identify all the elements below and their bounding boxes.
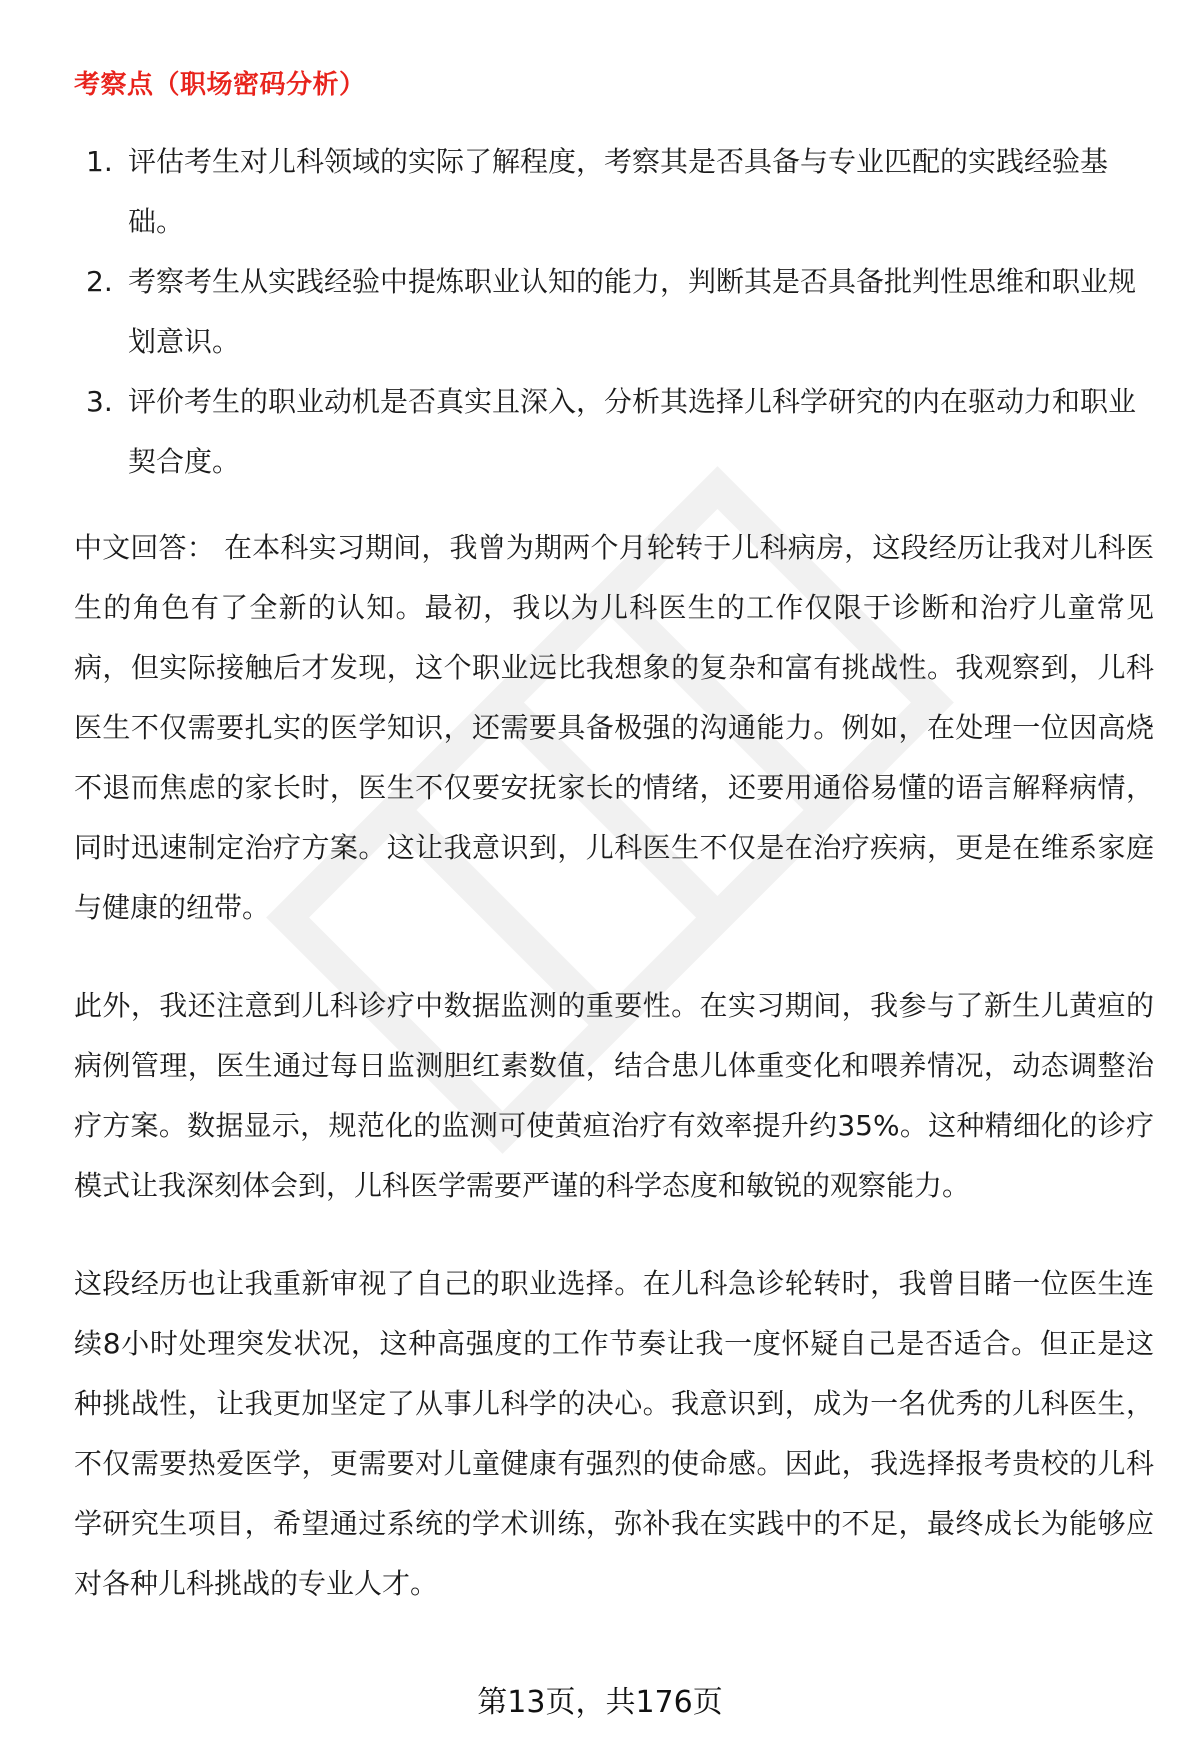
list-item-text: 考察考生从实践经验中提炼职业认知的能力，判断其是否具备批判性思维和职业规划意识。 [128,265,1137,358]
list-item [74,372,1149,492]
answer-paragraph: 中文回答： 在本科实习期间，我曾为期两个月轮转于儿科病房，这段经历让我对儿科医生的角色有了全新的认知。最初，我以为儿科医生的工作仅限于诊断和治疗儿童常见病，但实际接触后才发现，这个职业远比我想象的复杂和富有挑战性。我观察到，儿科医生不仅需要扎实的医学知识，还需要具备极强的沟通能力。例如，在处理一位因高烧不退而焦虑的家长时，医生不仅要安抚家长的情绪，还要用通俗易懂的语言解释病情，同时迅速制定治疗方案。这让我意识到，儿科医生不仅是在治疗疾病，更是在维系家庭与健康的纽带。 [74,531,1154,924]
list-item-number: 2. [86,265,113,298]
list-item-text: 评价考生的职业动机是否真实且深入，分析其选择儿科学研究的内在驱动力和职业契合度。 [128,385,1137,478]
list-item-number: 3. [86,385,113,418]
list-item [74,252,1149,372]
list-item-text: 评估考生对儿科领域的实际了解程度，考察其是否具备与专业匹配的实践经验基础。 [128,145,1109,238]
answer-body [74,518,1154,1652]
answer-paragraph: 此外，我还注意到儿科诊疗中数据监测的重要性。在实习期间，我参与了新生儿黄疸的病例管理，医生通过每日监测胆红素数值，结合患儿体重变化和喂养情况，动态调整治疗方案。数据显示，规范化的监测可使黄疸治疗有效率提升约35%。这种精细化的诊疗模式让我深刻体会到，儿科医学需要严谨的科学态度和敏锐的观察能力。 [74,989,1154,1202]
list-item-number: 1. [86,145,113,178]
list-item [74,132,1149,252]
assessment-points-list [74,132,1149,492]
page-number: 第13页，共176页 [477,1685,723,1720]
answer-paragraph: 这段经历也让我重新审视了自己的职业选择。在儿科急诊轮转时，我曾目睹一位医生连续8小时处理突发状况，这种高强度的工作节奏让我一度怀疑自己是否适合。但正是这种挑战性，让我更加坚定了从事儿科学的决心。我意识到，成为一名优秀的儿科医生，不仅需要热爱医学，更需要对儿童健康有强烈的使命感。因此，我选择报考贵校的儿科学研究生项目，希望通过系统的学术训练，弥补我在实践中的不足，最终成长为能够应对各种儿科挑战的专业人才。 [74,1267,1154,1600]
section-title: 考察点（职场密码分析） [74,70,366,100]
